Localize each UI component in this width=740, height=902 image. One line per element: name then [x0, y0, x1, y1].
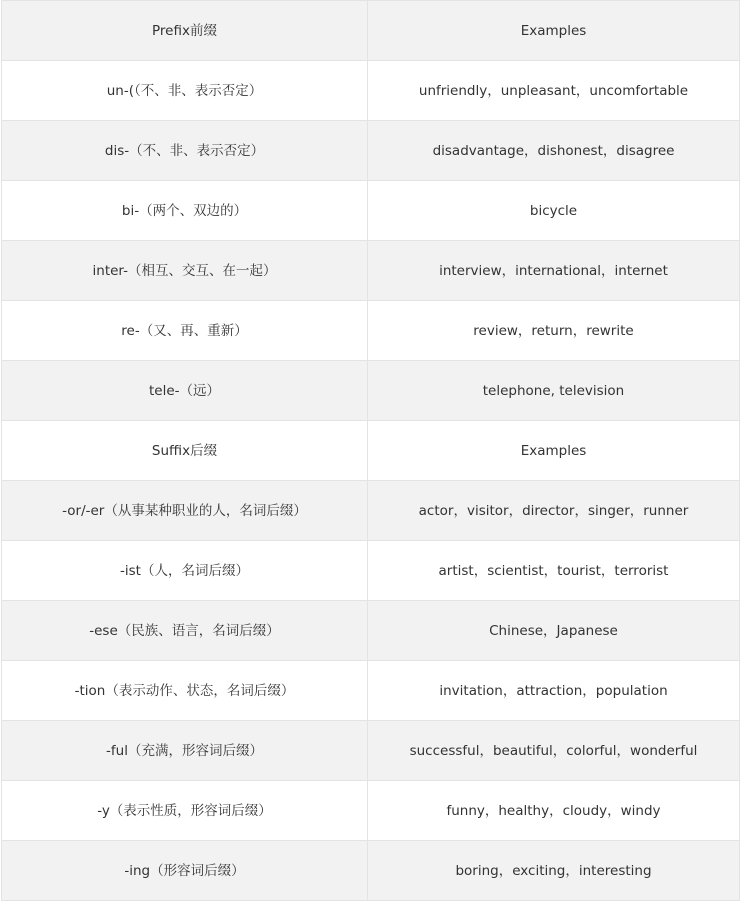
affix-table	[1, 0, 740, 901]
table-row	[2, 721, 740, 781]
table-row	[2, 841, 740, 901]
table-row	[2, 541, 740, 601]
table-row	[2, 601, 740, 661]
table-cell-affix: dis-（不、非、表示否定）	[2, 121, 368, 181]
table-cell-examples: unfriendly，unpleasant，uncomfortable	[368, 61, 740, 121]
table-row	[2, 481, 740, 541]
table-row	[2, 361, 740, 421]
table-cell-affix: Suffix后缀	[2, 421, 368, 481]
table-row	[2, 121, 740, 181]
table-cell-affix: -ing（形容词后缀）	[2, 841, 368, 901]
table-header-row-suffix	[2, 421, 740, 481]
table-cell-affix: -or/-er（从事某种职业的人，名词后缀）	[2, 481, 368, 541]
table-row	[2, 301, 740, 361]
table-cell-affix: tele-（远）	[2, 361, 368, 421]
table-cell-affix: Prefix前缀	[2, 1, 368, 61]
table-row	[2, 661, 740, 721]
table-cell-affix: re-（又、再、重新）	[2, 301, 368, 361]
table-cell-affix: inter-（相互、交互、在一起）	[2, 241, 368, 301]
table-cell-examples: disadvantage，dishonest，disagree	[368, 121, 740, 181]
table-cell-examples: boring，exciting，interesting	[368, 841, 740, 901]
table-cell-affix: bi-（两个、双边的）	[2, 181, 368, 241]
table-cell-affix: -ese（民族、语言，名词后缀）	[2, 601, 368, 661]
table-row	[2, 241, 740, 301]
table-row	[2, 181, 740, 241]
table-cell-affix: -tion（表示动作、状态，名词后缀）	[2, 661, 368, 721]
table-cell-examples: review，return，rewrite	[368, 301, 740, 361]
table-header-row-prefix	[2, 1, 740, 61]
table-cell-affix: -y（表示性质，形容词后缀）	[2, 781, 368, 841]
table-cell-examples: invitation，attraction，population	[368, 661, 740, 721]
table-cell-examples: artist，scientist，tourist，terrorist	[368, 541, 740, 601]
table-cell-examples: successful，beautiful，colorful，wonderful	[368, 721, 740, 781]
table-cell-examples: actor，visitor，director，singer，runner	[368, 481, 740, 541]
table-row	[2, 61, 740, 121]
table-cell-affix: -ful（充满，形容词后缀）	[2, 721, 368, 781]
table-cell-examples: funny，healthy，cloudy，windy	[368, 781, 740, 841]
table-cell-examples: Chinese，Japanese	[368, 601, 740, 661]
table-cell-examples: telephone, television	[368, 361, 740, 421]
table-cell-examples: Examples	[368, 1, 740, 61]
table-cell-examples: Examples	[368, 421, 740, 481]
table-cell-examples: interview，international，internet	[368, 241, 740, 301]
table-cell-affix: un-(（不、非、表示否定）	[2, 61, 368, 121]
table-cell-affix: -ist（人，名词后缀）	[2, 541, 368, 601]
table-cell-examples: bicycle	[368, 181, 740, 241]
table-row	[2, 781, 740, 841]
